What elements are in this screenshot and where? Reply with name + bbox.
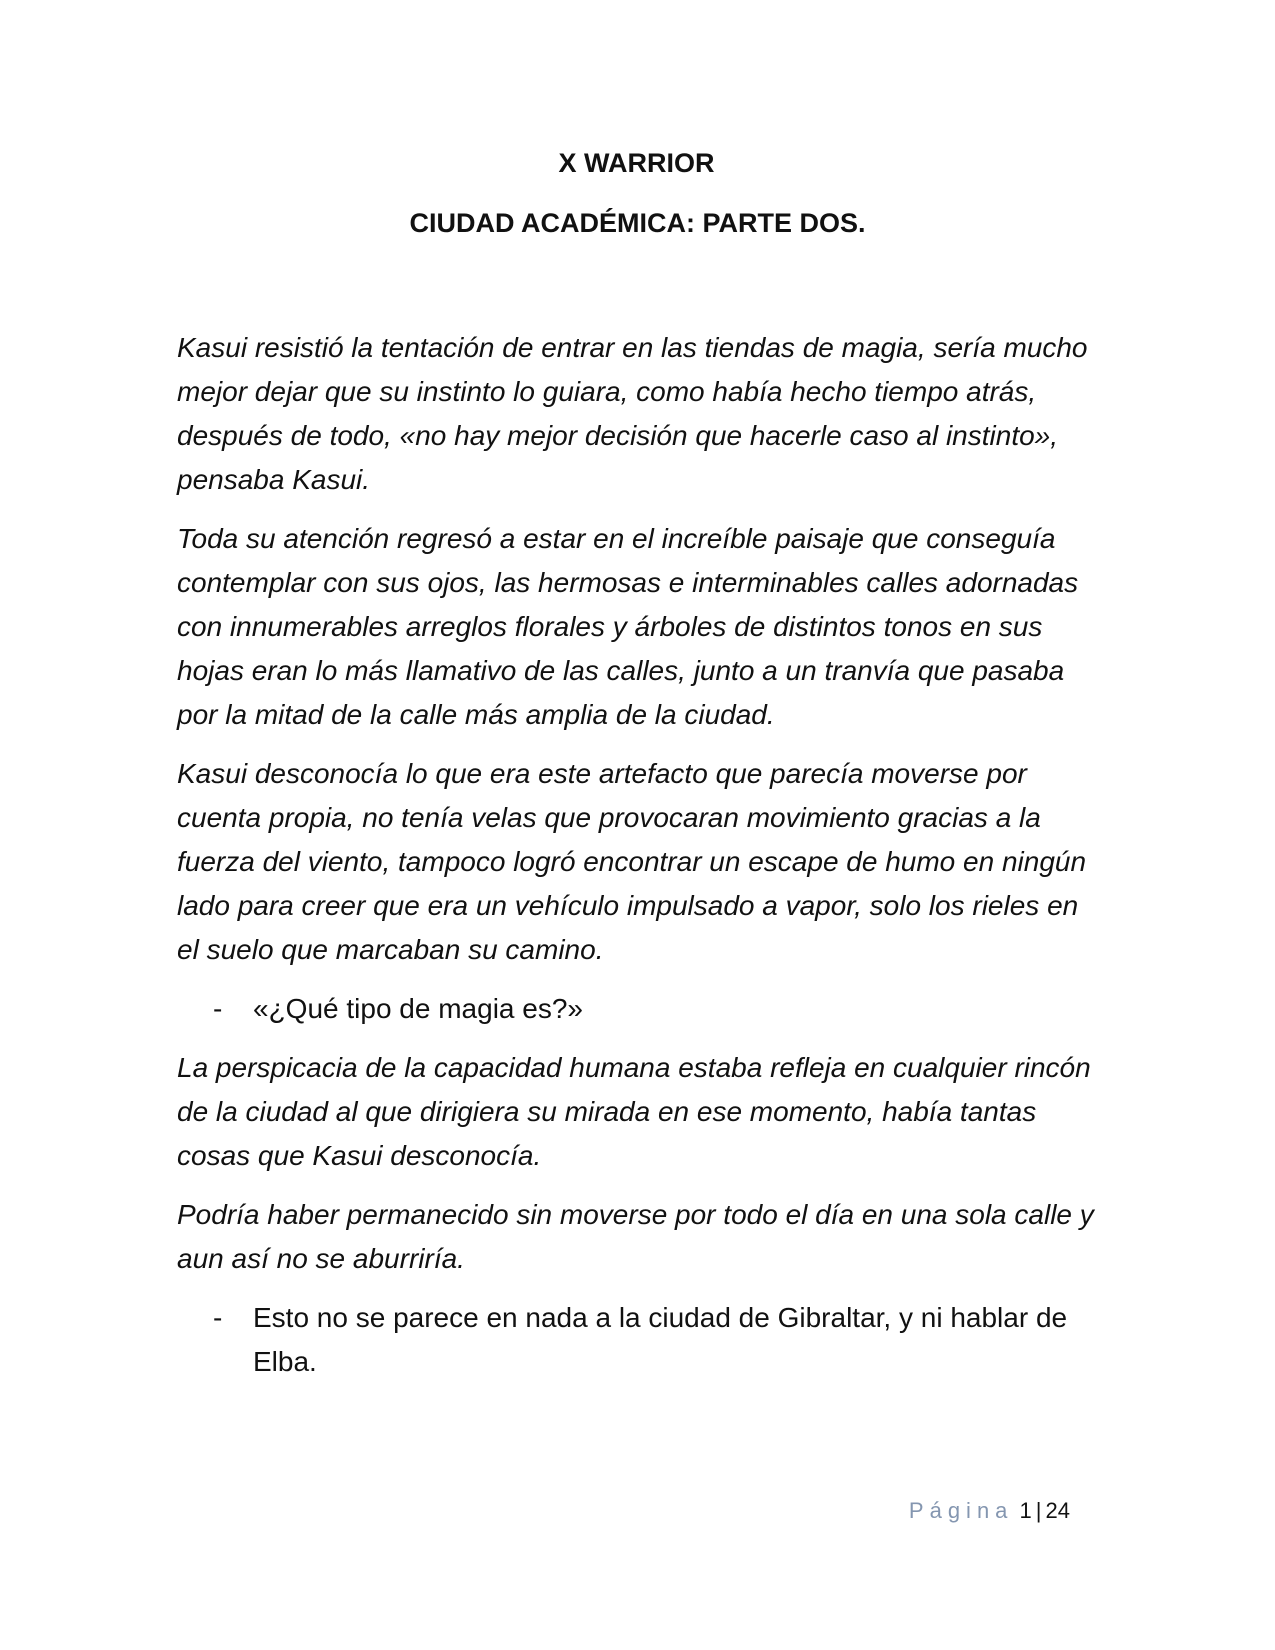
page-total: 24 [1045, 1498, 1070, 1523]
paragraph: Toda su atención regresó a estar en el increíble paisaje que conseguía contemplar con sus ojos, las hermosas e interminables calles adornadas con innumerables arreglos florales y árboles de distintos tonos en sus hojas eran lo más llamativo de las calles, junto a un tranvía que pasaba por la mitad de la calle más amplia de la ciudad. [177, 523, 1079, 730]
page-number: 1 [1019, 1498, 1032, 1523]
page-separator: | [1035, 1498, 1042, 1523]
document-body [177, 326, 1097, 1399]
paragraph: Kasui resistió la tentación de entrar en las tiendas de magia, sería mucho mejor dejar que su instinto lo guiara, como había hecho tiempo atrás, después de todo, «no hay mejor decisión que hacerle caso al instinto», pensaba Kasui. [177, 332, 1088, 495]
dialogue-text: «¿Qué tipo de magia es?» [253, 993, 583, 1024]
dialogue-dash: - [213, 1302, 223, 1333]
paragraph: Podría haber permanecido sin moverse por todo el día en una sola calle y aun así no se aburriría. [177, 1199, 1094, 1274]
dialogue-text: Esto no se parece en nada a la ciudad de Gibraltar, y ni hablar de Elba. [253, 1302, 1068, 1377]
dialogue-dash: - [213, 993, 223, 1024]
page-footer [870, 1498, 1070, 1524]
dialogue-line [177, 987, 1097, 1031]
paragraph: La perspicacia de la capacidad humana estaba refleja en cualquier rincón de la ciudad al que dirigiera su mirada en ese momento, había tantas cosas que Kasui desconocía. [177, 1052, 1091, 1171]
document-title: X WARRIOR [558, 148, 715, 178]
page-label: Página [908, 1498, 1014, 1523]
paragraph: Kasui desconocía lo que era este artefacto que parecía moverse por cuenta propia, no tenía velas que provocaran movimiento gracias a la fuerza del viento, tampoco logró encontrar un escape de humo en ningún lado para creer que era un vehículo impulsado a vapor, solo los rieles en el suelo que marcaban su camino. [177, 758, 1087, 965]
dialogue-line [177, 1296, 1097, 1384]
chapter-title: CIUDAD ACADÉMICA: PARTE DOS. [409, 208, 866, 238]
